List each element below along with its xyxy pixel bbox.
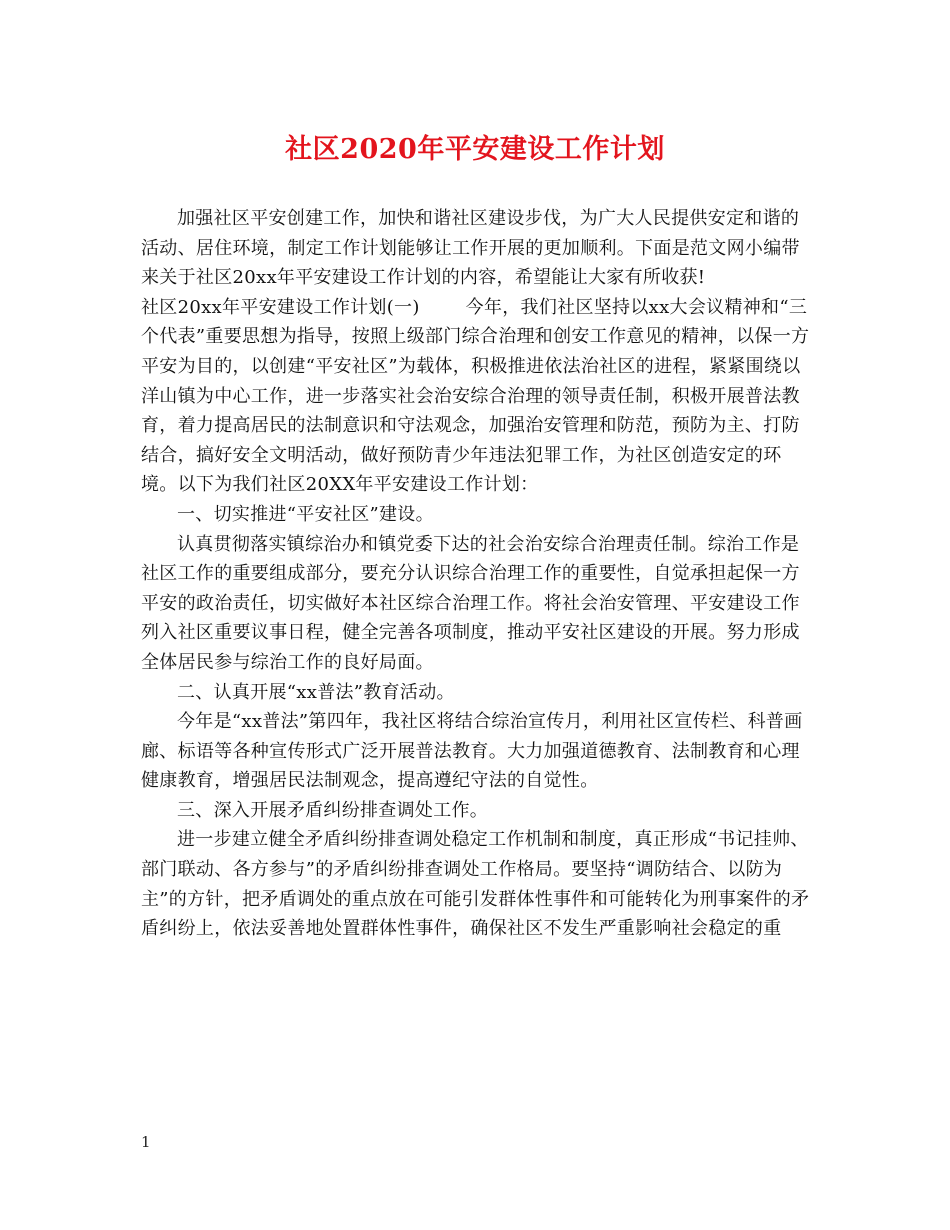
subheading-title: 社区20xx年平安建设工作计划(一) [141,296,420,318]
section2-heading: 二、认真开展“xx普法”教育活动。 [177,681,455,703]
subheading-paragraph [141,293,813,500]
section2-paragraph: 今年是“xx普法”第四年，我社区将结合综治宣传月，利用社区宣传栏、科普画廊、标语等各种宣传形式广泛开展普法教育。大力加强道德教育、法制教育和心理健康教育，增强居民法制观念，提高遵纪守法的自觉性。 [141,711,803,792]
section3-paragraph: 进一步建立健全矛盾纠纷排查调处稳定工作机制和制度，真正形成“书记挂帅、部门联动、各方参与”的矛盾纠纷排查调处工作格局。要坚持“调防结合、以防为主”的方针，把矛盾调处的重点放在可能引发群体性事件和可能转化为刑事案件的矛盾纠纷上，依法妥善地处置群体性事件，确保社区不发生严重影响社会稳定的重 [141,829,810,940]
page-number: 1 [141,1133,151,1151]
section1-paragraph: 认真贯彻落实镇综治办和镇党委下达的社会治安综合治理责任制。综治工作是社区工作的重要组成部分，要充分认识综合治理工作的重要性，自觉承担起保一方平安的政治责任，切实做好本社区综合治理工作。将社会治安管理、平安建设工作列入社区重要议事日程，健全完善各项制度，推动平安社区建设的开展。努力形成全体居民参与综治工作的良好局面。 [141,533,800,673]
document-title: 社区2020年平安建设工作计划 [285,134,665,165]
section3-heading: 三、深入开展矛盾纠纷排查调处工作。 [177,799,489,821]
document-body [141,204,813,944]
intro-paragraph: 加强社区平安创建工作，加快和谐社区建设步伐，为广大人民提供安定和谐的活动、居住环境，制定工作计划能够让工作开展的更加顺利。下面是范文网小编带来关于社区20xx年平安建设工作计划的内容，希望能让大家有所收获! [141,208,800,289]
subheading-text: 今年，我们社区坚持以xx大会议精神和“三个代表”重要思想为指导，按照上级部门综合治理和创安工作意见的精神，以保一方平安为目的，以创建“平安社区”为载体，积极推进依法治社区的进程，紧紧围绕以洋山镇为中心工作，进一步落实社会治安综合治理的领导责任制，积极开展普法教育，着力提高居民的法制意识和守法观念，加强治安管理和防范，预防为主、打防结合，搞好安全文明活动，做好预防青少年违法犯罪工作，为社区创造安定的环境。以下为我们社区20XX年平安建设工作计划： [141,296,810,496]
section1-heading: 一、切实推进“平安社区”建设。 [177,503,434,525]
